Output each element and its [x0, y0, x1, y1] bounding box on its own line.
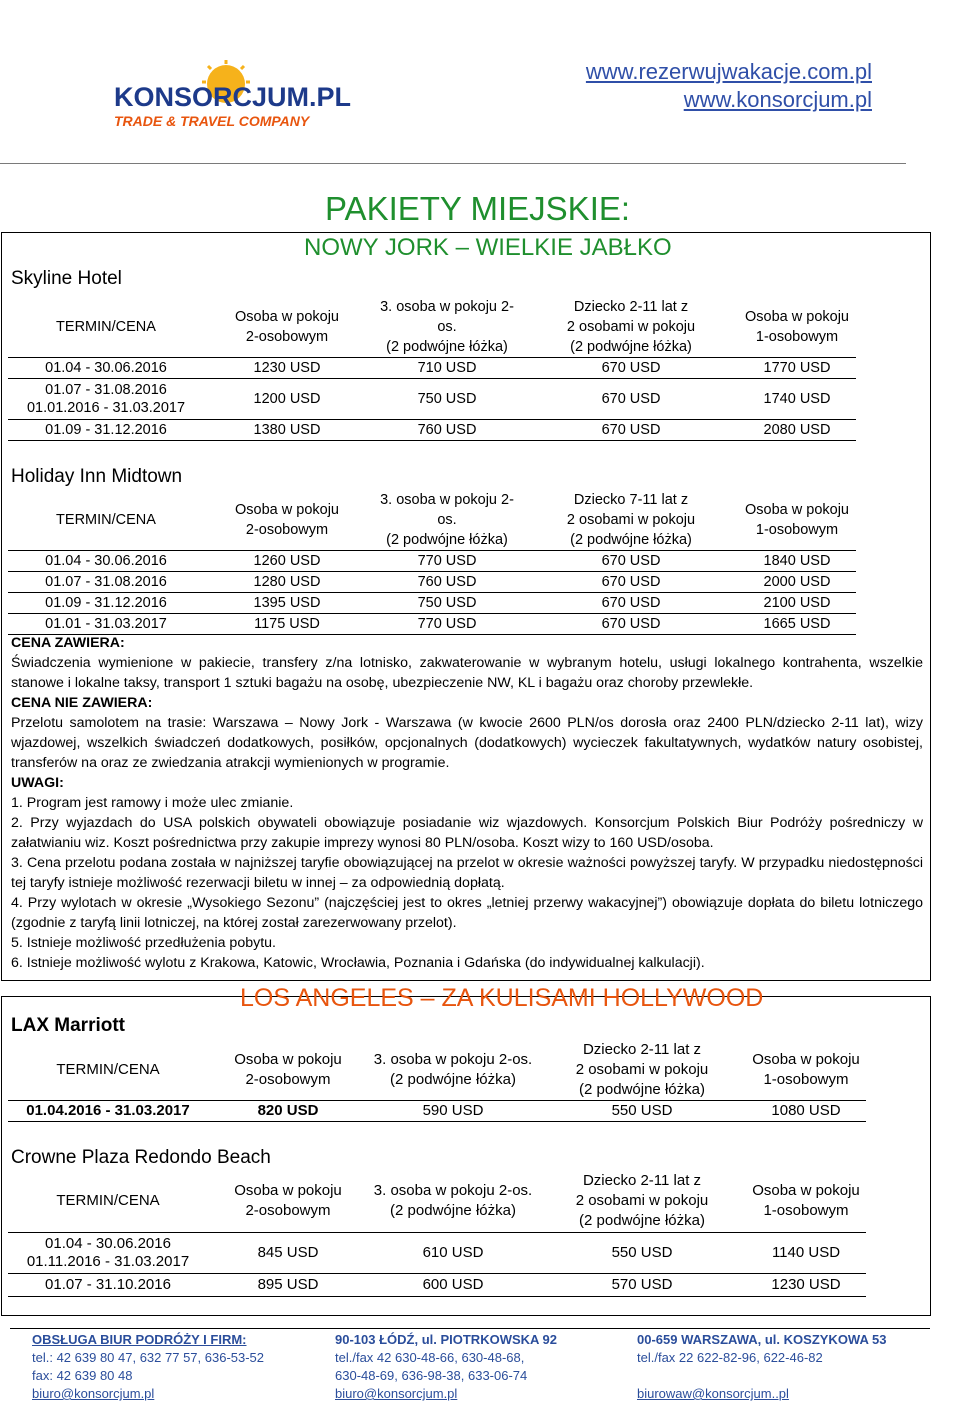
header-3-osoba: 3. osoba w pokoju 2-os. (2 podwójne łóżka)	[373, 1182, 533, 1219]
note-item: 3. Cena przelotu podana została w najniższej taryfie obowiązującej na przelot w okresie ważności powyższej taryfy. W przypadku niedostępności tej taryfy istnieje możliwość rezerwacji biletu w innej – za odpowiednią dopłatą.	[11, 855, 923, 891]
table-header-row	[8, 297, 856, 358]
footer-heading: 90-103 ŁÓDŹ, ul. PIOTRKOWSKA 92	[335, 1332, 558, 1347]
footer-fax: fax: 42 639 80 48	[32, 1368, 133, 1383]
table-header-row	[8, 490, 856, 551]
header-termin: TERMIN/CENA	[56, 319, 156, 335]
table-row: 01.04.2016 - 31.03.2017 820 USD 590 USD 550 USD 1080 USD	[8, 1101, 866, 1122]
hotel-name-crowne-plaza: Crowne Plaza Redondo Beach	[11, 1147, 271, 1168]
footer-contact-warszawa	[637, 1331, 886, 1403]
website-link-rezerwuj[interactable]: www.rezerwujwakacje.com.pl	[585, 59, 872, 84]
hotel-name-skyline: Skyline Hotel	[11, 268, 122, 289]
table-header-row	[8, 1170, 866, 1233]
footer-heading: OBSŁUGA BIUR PODRÓŻY I FIRM:	[32, 1332, 247, 1347]
website-link-konsorcjum[interactable]: www.konsorcjum.pl	[683, 87, 872, 112]
header-dziecko: Dziecko 2-11 lat z 2 osobami w pokoju (2 podwójne łóżka)	[575, 1172, 709, 1229]
header-3-osoba: 3. osoba w pokoju 2- os. (2 podwójne łóżka)	[380, 299, 514, 355]
skyline-price-table	[8, 297, 856, 441]
crowne-plaza-price-table	[8, 1170, 866, 1297]
page-title: PAKIETY MIEJSKIE:	[325, 190, 631, 227]
table-row: 01.07 - 31.08.2016 1280 USD 760 USD 670 USD 2000 USD	[8, 572, 856, 593]
header-termin: TERMIN/CENA	[56, 512, 156, 528]
header-2-osobowy: Osoba w pokoju 2-osobowym	[234, 1051, 342, 1088]
logo-main-text: KONSORCJUM.PL	[114, 82, 352, 112]
table-row: 01.04 - 30.06.2016 1230 USD 710 USD 670 USD 1770 USD	[8, 358, 856, 379]
table-row: 01.09 - 31.12.2016 1380 USD 760 USD 670 USD 2080 USD	[8, 420, 856, 441]
header-dziecko: Dziecko 7-11 lat z 2 osobami w pokoju (2 podwójne łóżka)	[566, 492, 696, 548]
header-1-osobowy: Osoba w pokoju 1-osobowym	[745, 309, 849, 345]
includes-label: CENA ZAWIERA:	[11, 635, 125, 651]
header-1-osobowy: Osoba w pokoju 1-osobowym	[752, 1051, 860, 1088]
holiday-inn-price-table	[8, 490, 856, 635]
note-item: 4. Przy wylotach w okresie „Wysokiego Sezonu” (najczęściej jest to okres „letniej przerwy wakacyjnej”) obowiązuje dopłata do biletu lotniczego (zgodnie z taryfą linii lotniczej, na której został zarezerwowany przelot).	[11, 895, 923, 931]
table-row: 01.04 - 30.06.2016 1260 USD 770 USD 670 USD 1840 USD	[8, 551, 856, 572]
header-1-osobowy: Osoba w pokoju 1-osobowym	[745, 502, 849, 538]
logo-graphic	[112, 60, 352, 132]
lax-price-table	[8, 1040, 866, 1122]
website-links	[586, 58, 872, 114]
table-row: 01.09 - 31.12.2016 1395 USD 750 USD 670 USD 2100 USD	[8, 593, 856, 614]
logo-sub-text: TRADE & TRAVEL COMPANY	[114, 113, 310, 129]
ny-terms-text	[11, 633, 923, 973]
note-item: 2. Przy wyjazdach do USA polskich obywateli obowiązuje posiadanie wiz wjazdowych. Konsorcjum Polskich Biur Podróży pośredniczy w załatwianiu wiz. Koszt pośrednictwa przy zakupie imprezy wynosi 80 PLN/osoba. Koszt wizy to 160 USD/osoba.	[11, 815, 923, 851]
note-item: 5. Istnieje możliwość przedłużenia pobytu.	[11, 935, 276, 951]
header-2-osobowy: Osoba w pokoju 2-osobowym	[234, 1182, 342, 1219]
footer-divider	[10, 1328, 930, 1329]
footer-email-link[interactable]: biuro@konsorcjum.pl	[32, 1386, 155, 1401]
header-dziecko: Dziecko 2-11 lat z 2 osobami w pokoju (2 podwójne łóżka)	[575, 1041, 709, 1098]
header-termin: TERMIN/CENA	[56, 1061, 160, 1078]
header-3-osoba: 3. osoba w pokoju 2-os. (2 podwójne łóżka)	[373, 1051, 533, 1088]
footer-phone: tel./fax 22 622-82-96, 622-46-82	[637, 1350, 823, 1365]
header-2-osobowy: Osoba w pokoju 2-osobowym	[235, 309, 339, 345]
ny-subtitle: NOWY JORK – WIELKIE JABŁKO	[304, 234, 672, 261]
hotel-name-lax-marriott: LAX Marriott	[11, 1015, 125, 1036]
table-row: 01.01 - 31.03.2017 1175 USD 770 USD 670 USD 1665 USD	[8, 614, 856, 635]
note-item: 6. Istnieje możliwość wylotu z Krakowa, Katowic, Wrocławia, Poznania i Gdańska (do indywidualnej kalkulacji).	[11, 955, 705, 971]
header-divider	[0, 163, 906, 164]
excludes-label: CENA NIE ZAWIERA:	[11, 695, 153, 711]
footer-contact-lodz	[335, 1331, 557, 1403]
company-logo	[112, 60, 352, 132]
la-subtitle: LOS ANGELES – ZA KULISAMI HOLLYWOOD	[240, 984, 764, 1012]
table-row: 01.04 - 30.06.2016 01.11.2016 - 31.03.2017 845 USD 610 USD 550 USD 1140 USD	[8, 1233, 866, 1274]
header-3-osoba: 3. osoba w pokoju 2- os. (2 podwójne łóżka)	[380, 492, 514, 548]
header-dziecko: Dziecko 2-11 lat z 2 osobami w pokoju (2 podwójne łóżka)	[566, 299, 696, 355]
footer-phone: 630-48-69, 636-98-38, 633-06-74	[335, 1368, 528, 1383]
footer-email-link[interactable]: biuro@konsorcjum.pl	[335, 1386, 458, 1401]
table-row: 01.07 - 31.10.2016 895 USD 600 USD 570 USD 1230 USD	[8, 1274, 866, 1297]
table-header-row	[8, 1040, 866, 1101]
header-1-osobowy: Osoba w pokoju 1-osobowym	[752, 1182, 860, 1219]
header-2-osobowy: Osoba w pokoju 2-osobowym	[235, 502, 339, 538]
footer-phone: tel./fax 42 630-48-66, 630-48-68,	[335, 1350, 525, 1365]
note-item: 1. Program jest ramowy i może ulec zmianie.	[11, 795, 294, 811]
footer-contact-firms	[32, 1331, 264, 1403]
includes-text: Świadczenia wymienione w pakiecie, transfery z/na lotnisko, zakwaterowanie w wybranym hotelu, usługi lokalnego kontrahenta, wszelkie stanowe i lokalne taksy, transport 1 sztuki bagażu na osobę, ubezpieczenie NW, KL i bagażu oraz choroby przewlekłe.	[11, 655, 923, 691]
footer-heading: 00-659 WARSZAWA, ul. KOSZYKOWA 53	[637, 1332, 887, 1347]
hotel-name-holiday-inn: Holiday Inn Midtown	[11, 466, 183, 487]
notes-label: UWAGI:	[11, 775, 64, 791]
footer-email-link[interactable]: biurowaw@konsorcjum..pl	[637, 1386, 789, 1401]
excludes-text: Przelotu samolotem na trasie: Warszawa – Nowy Jork - Warszawa (w kwocie 2600 PLN/os dorosła oraz 2400 PLN/dziecko 2-11 lat), wizy wjazdowej, wszelkich świadczeń dodatkowych, posiłków, opcjonalnych (dodatkowych) wycieczek fakultatywnych, wydatków natury osobistej, transferów na oraz ze zwiedzania atrakcji wymienionych w programie.	[11, 715, 923, 771]
table-row: 01.07 - 31.08.2016 01.01.2016 - 31.03.2017 1200 USD 750 USD 670 USD 1740 USD	[8, 379, 856, 420]
footer-phone: tel.: 42 639 80 47, 632 77 57, 636-53-52	[32, 1350, 265, 1365]
header-termin: TERMIN/CENA	[56, 1192, 160, 1209]
